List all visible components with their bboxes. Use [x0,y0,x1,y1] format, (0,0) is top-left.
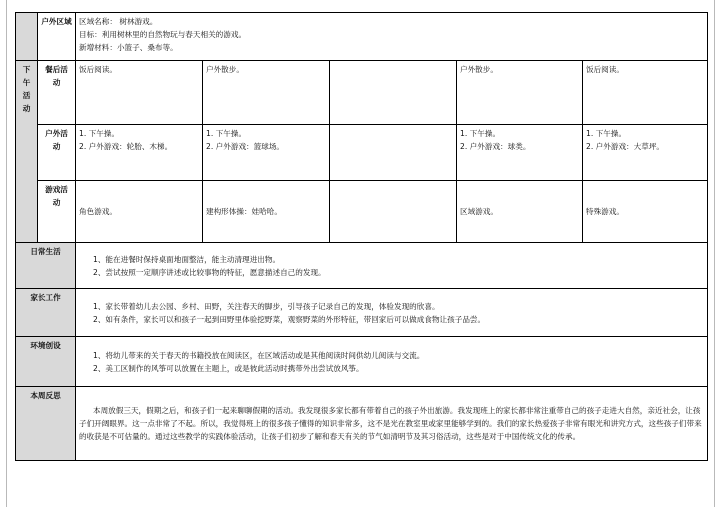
outdoor-activity-header-text: 户外活动 [45,129,68,151]
environment-header [16,337,76,387]
page-edge-left [6,0,7,507]
game-activity-text: 区域游戏。 [460,207,498,216]
parent-work-item: 1、家长带着幼儿去公园、乡村、田野，关注春天的脚步，引导孩子记录自己的发现，体验发现的欣喜。 [93,301,440,311]
reflection-text: 本周放假三天，假期之后，和孩子们一起来聊聊假期的活动。我发现很多家长都有带着自己的孩子外出旅游。我发现班上的家长都非常注重带自己的孩子走进大自然，亲近社会，让孩子们开阔眼界。这一点非常了不起。所以，我觉得班上的很多孩子懂得的知识非常多，这不是光在教室里或家里能够学到的。我们的家长热爱孩子非常有眼光和讲究方式，这些孩子们带来的收获是不可估量的。通过这些教学的实践体验活动，让孩子们初步了解和春天有关的节气如清明节及其习俗活动，这些是对于中国传统文化的传承。 [79,406,702,441]
environment-item: 2、美工区制作的风筝可以放置在主题上，或是彼此活动时携带外出尝试放风筝。 [93,363,364,373]
after-meal-cell [583,61,708,125]
game-activity-text: 特殊游戏。 [586,207,624,216]
game-activity-text: 建构形体操：娃哈哈。 [206,207,282,216]
parent-work-content [76,289,708,337]
outdoor-activity-line: 1. 下午操。 [460,129,501,138]
after-meal-text: 户外散步。 [206,65,244,74]
parent-work-header-text: 家长工作 [30,293,61,302]
daily-life-header [16,243,76,289]
game-activity-row [16,181,708,243]
outdoor-area-goal: 目标：利用树林里的自然物玩与春天相关的游戏。 [79,30,247,39]
reflection-row [16,387,708,461]
after-meal-text: 户外散步。 [460,65,498,74]
daily-life-header-text: 日常生活 [30,247,61,256]
outdoor-activity-line: 1. 下午操。 [206,129,247,138]
afternoon-header-text: 下午活动 [22,65,31,113]
weekly-plan-table [15,12,708,461]
game-activity-cell [583,181,708,243]
outdoor-activity-cell [203,125,330,181]
outdoor-activity-line: 2. 户外游戏：轮胎、木梯。 [79,142,173,151]
outdoor-area-header [38,13,76,61]
daily-life-content [76,243,708,289]
game-activity-cell [203,181,330,243]
page-edge-right [714,0,715,507]
after-meal-row [16,61,708,125]
environment-header-text: 环境创设 [30,341,61,350]
outdoor-activity-line: 2. 户外游戏：球类。 [460,142,531,151]
outdoor-activity-header [38,125,76,181]
after-meal-cell [457,61,583,125]
game-activity-header-text: 游戏活动 [45,185,68,207]
after-meal-text: 饭后阅读。 [79,65,117,74]
blank-cell [16,13,38,61]
outdoor-area-name: 区域名称： 树林游戏。 [79,17,158,26]
outdoor-area-materials: 新增材料：小篮子、桑布等。 [79,43,178,52]
environment-content [76,337,708,387]
after-meal-cell [203,61,330,125]
after-meal-cell [330,61,457,125]
after-meal-header-text: 餐后活动 [45,65,68,87]
daily-life-row [16,243,708,289]
after-meal-text: 饭后阅读。 [586,65,624,74]
outdoor-area-content [76,13,708,61]
game-activity-cell [457,181,583,243]
game-activity-cell [330,181,457,243]
outdoor-activity-line: 1. 下午操。 [79,129,120,138]
outdoor-activity-line: 2. 户外游戏：大草坪。 [586,142,665,151]
game-activity-cell [76,181,203,243]
parent-work-item: 2、如有条件，家长可以和孩子一起到田野里体验挖野菜，观察野菜的外形特征，带回家后可以做成食物让孩子品尝。 [93,314,486,324]
parent-work-header [16,289,76,337]
outdoor-activity-row [16,125,708,181]
reflection-header-text: 本周反思 [30,391,61,400]
after-meal-header [38,61,76,125]
environment-item: 1、将幼儿带来的关于春天的书籍投放在阅读区，在区域活动或是其他阅读时间供幼儿阅读与交流。 [93,350,425,360]
parent-work-row [16,289,708,337]
game-activity-header [38,181,76,243]
outdoor-area-header-text: 户外区域 [41,17,72,26]
outdoor-activity-line: 1. 下午操。 [586,129,627,138]
afternoon-header [16,61,38,243]
daily-life-item: 2、尝试按照一定顺序讲述或比较事物的特征，愿意描述自己的发现。 [93,267,326,277]
outdoor-activity-cell [583,125,708,181]
reflection-header [16,387,76,461]
reflection-content [76,387,708,461]
outdoor-area-row [16,13,708,61]
daily-life-item: 1、能在进餐时保持桌面地面整洁，能主动清理进出物。 [93,254,281,264]
environment-row [16,337,708,387]
outdoor-activity-line: 2. 户外游戏：篮球场。 [206,142,285,151]
outdoor-activity-cell [457,125,583,181]
outdoor-activity-cell [76,125,203,181]
outdoor-activity-cell [330,125,457,181]
after-meal-cell [76,61,203,125]
game-activity-text: 角色游戏。 [79,207,117,216]
